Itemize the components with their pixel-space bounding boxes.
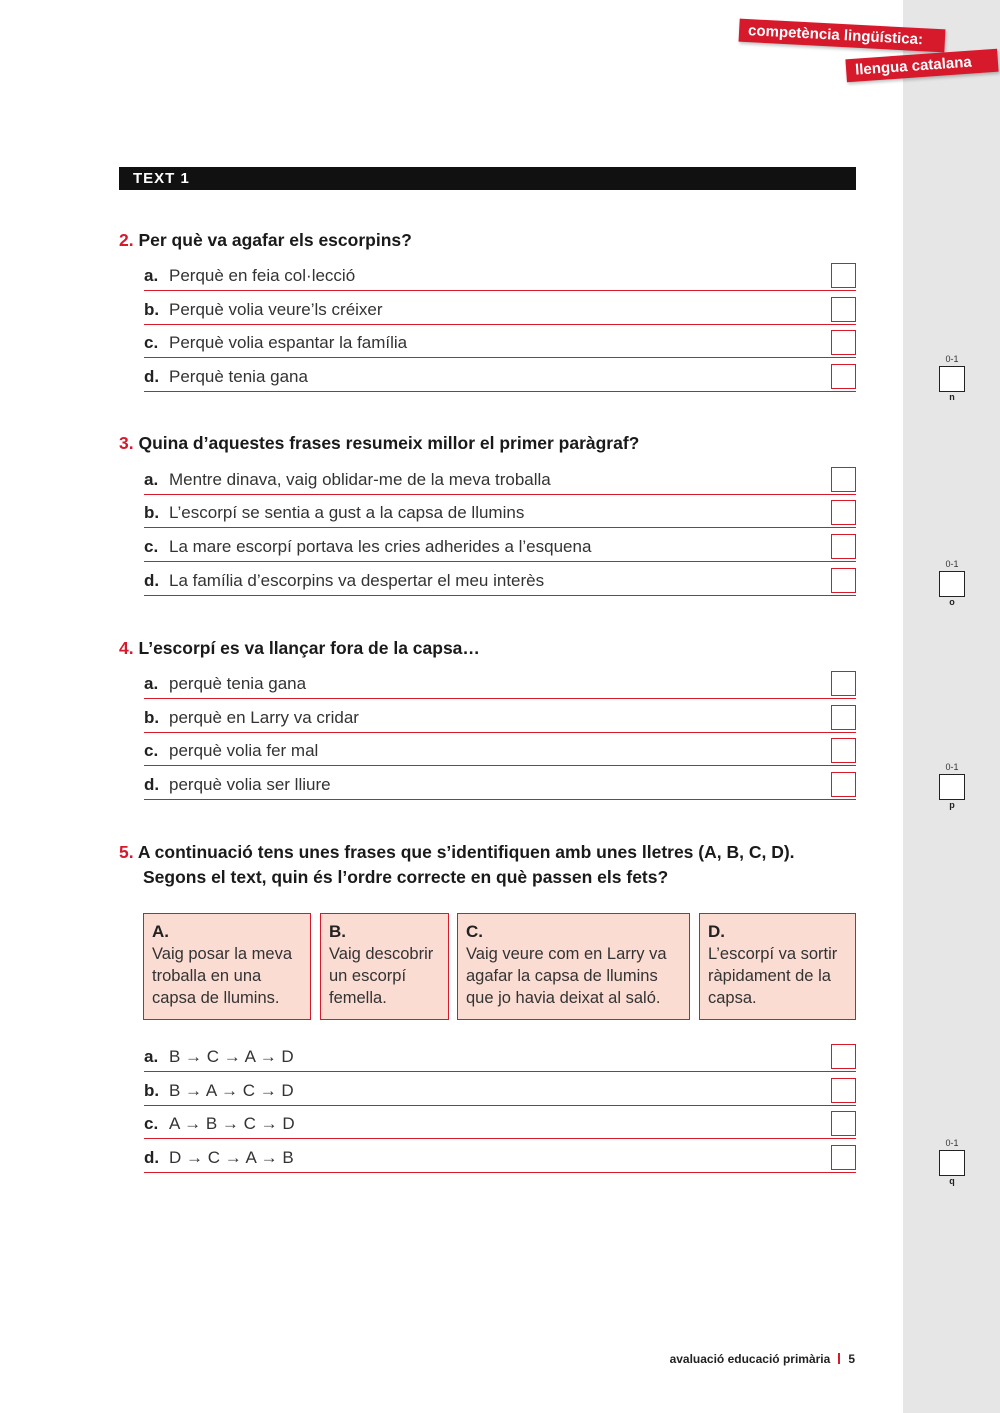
section-title: TEXT 1 <box>119 167 856 190</box>
page-number: 5 <box>848 1352 855 1366</box>
option-letter: d. <box>144 775 160 794</box>
score-box[interactable] <box>939 774 965 800</box>
score-letter: o <box>949 597 955 607</box>
option-text: D → C → A → B <box>169 1148 294 1167</box>
event-text: Vaig veure com en Larry va agafar la capsa de llumins que jo havia deixat al saló. <box>466 945 667 1007</box>
answer-checkbox[interactable] <box>831 705 856 730</box>
subject-banner-line1: competència lingüística: <box>739 19 946 53</box>
answer-checkbox[interactable] <box>831 671 856 696</box>
event-card-d <box>699 913 856 1020</box>
event-card-c <box>457 913 690 1020</box>
event-text: Vaig posar la meva troballa en una capsa de llumins. <box>152 945 293 1007</box>
option-letter: b. <box>144 503 160 522</box>
answer-checkbox[interactable] <box>831 1111 856 1136</box>
score-q3 <box>939 559 965 608</box>
question-2 <box>119 228 412 253</box>
page-footer <box>670 1352 855 1366</box>
answer-checkbox[interactable] <box>831 297 856 322</box>
option-text: B → A → C → D <box>169 1081 294 1100</box>
right-margin-strip <box>903 0 1000 1413</box>
question-text: Quina d’aquestes frases resumeix millor el primer paràgraf? <box>138 433 640 453</box>
option-q3-a <box>144 461 856 495</box>
event-letter: C. <box>466 922 483 941</box>
question-number: 3. <box>119 433 134 453</box>
event-letter: D. <box>708 922 725 941</box>
option-text: Perquè volia veure’ls créixer <box>169 300 383 319</box>
score-q5 <box>939 1138 965 1187</box>
question-number: 5. <box>119 842 134 862</box>
question-4 <box>119 636 480 661</box>
answer-checkbox[interactable] <box>831 263 856 288</box>
option-q2-d <box>144 358 856 392</box>
option-q5-b <box>144 1072 856 1106</box>
event-card-b <box>320 913 449 1020</box>
option-letter: c. <box>144 537 159 556</box>
option-q3-c <box>144 528 856 562</box>
question-text: A continuació tens unes frases que s’identifiquen amb unes lletres (A, B, C, D). <box>137 842 795 862</box>
score-range: 0-1 <box>945 1138 959 1148</box>
option-q4-b <box>144 699 856 733</box>
score-range: 0-1 <box>945 354 959 364</box>
answer-checkbox[interactable] <box>831 1044 856 1069</box>
option-letter: d. <box>144 1148 160 1167</box>
question-number: 2. <box>119 230 134 250</box>
option-text: L’escorpí se sentia a gust a la capsa de llumins <box>169 503 525 522</box>
option-letter: c. <box>144 1114 159 1133</box>
event-letter: B. <box>329 922 346 941</box>
option-letter: a. <box>144 674 159 693</box>
score-box[interactable] <box>939 1150 965 1176</box>
score-letter: q <box>949 1176 955 1186</box>
option-q3-d <box>144 562 856 596</box>
option-letter: c. <box>144 333 159 352</box>
question-text: L’escorpí es va llançar fora de la capsa… <box>138 638 480 658</box>
option-letter: d. <box>144 367 160 386</box>
answer-checkbox[interactable] <box>831 330 856 355</box>
option-text: perquè volia fer mal <box>169 741 319 760</box>
option-q2-b <box>144 291 856 325</box>
score-range: 0-1 <box>945 559 959 569</box>
score-q2 <box>939 354 965 403</box>
option-letter: b. <box>144 1081 160 1100</box>
option-q2-c <box>144 324 856 358</box>
event-card-a <box>143 913 311 1020</box>
answer-checkbox[interactable] <box>831 500 856 525</box>
question-5 <box>119 840 795 890</box>
option-letter: b. <box>144 708 160 727</box>
option-q5-d <box>144 1139 856 1173</box>
option-q2-a <box>144 257 856 291</box>
score-letter: n <box>949 392 955 402</box>
option-q4-a <box>144 665 856 699</box>
option-q4-c <box>144 732 856 766</box>
option-text: B → C → A → D <box>169 1047 294 1066</box>
answer-checkbox[interactable] <box>831 772 856 797</box>
option-q5-c <box>144 1105 856 1139</box>
option-text: Perquè en feia col·lecció <box>169 266 356 285</box>
answer-checkbox[interactable] <box>831 534 856 559</box>
score-q4 <box>939 762 965 811</box>
event-text: Vaig descobrir un escorpí femella. <box>329 945 434 1007</box>
option-text: Perquè volia espantar la família <box>169 333 408 352</box>
score-range: 0-1 <box>945 762 959 772</box>
option-text: La família d’escorpins va despertar el meu interès <box>169 571 545 590</box>
event-letter: A. <box>152 922 169 941</box>
option-text: A → B → C → D <box>169 1114 295 1133</box>
answer-checkbox[interactable] <box>831 467 856 492</box>
score-box[interactable] <box>939 571 965 597</box>
option-text: La mare escorpí portava les cries adherides a l’esquena <box>169 537 592 556</box>
footer-label: avaluació educació primària <box>669 1352 831 1366</box>
event-text: L’escorpí va sortir ràpidament de la capsa. <box>708 945 838 1007</box>
answer-checkbox[interactable] <box>831 738 856 763</box>
option-q3-b <box>144 494 856 528</box>
score-letter: p <box>949 800 955 810</box>
option-text: perquè en Larry va cridar <box>169 708 359 727</box>
option-letter: b. <box>144 300 160 319</box>
option-text: Mentre dinava, vaig oblidar-me de la meva troballa <box>169 470 551 489</box>
question-text-line2: Segons el text, quin és l’ordre correcte en què passen els fets? <box>143 867 669 887</box>
option-letter: c. <box>144 741 159 760</box>
option-q5-a <box>144 1038 856 1072</box>
option-text: perquè tenia gana <box>169 674 307 693</box>
option-text: Perquè tenia gana <box>169 367 308 386</box>
question-3 <box>119 431 639 456</box>
option-q4-d <box>144 766 856 800</box>
answer-checkbox[interactable] <box>831 364 856 389</box>
answer-checkbox[interactable] <box>831 1078 856 1103</box>
answer-checkbox[interactable] <box>831 568 856 593</box>
option-letter: a. <box>144 470 159 489</box>
option-letter: a. <box>144 1047 159 1066</box>
question-text: Per què va agafar els escorpins? <box>138 230 412 250</box>
answer-checkbox[interactable] <box>831 1145 856 1170</box>
option-text: perquè volia ser lliure <box>169 775 331 794</box>
score-box[interactable] <box>939 366 965 392</box>
option-letter: d. <box>144 571 160 590</box>
question-number: 4. <box>119 638 134 658</box>
subject-banner-line2: llengua catalana <box>845 49 998 83</box>
footer-separator <box>838 1353 840 1364</box>
option-letter: a. <box>144 266 159 285</box>
